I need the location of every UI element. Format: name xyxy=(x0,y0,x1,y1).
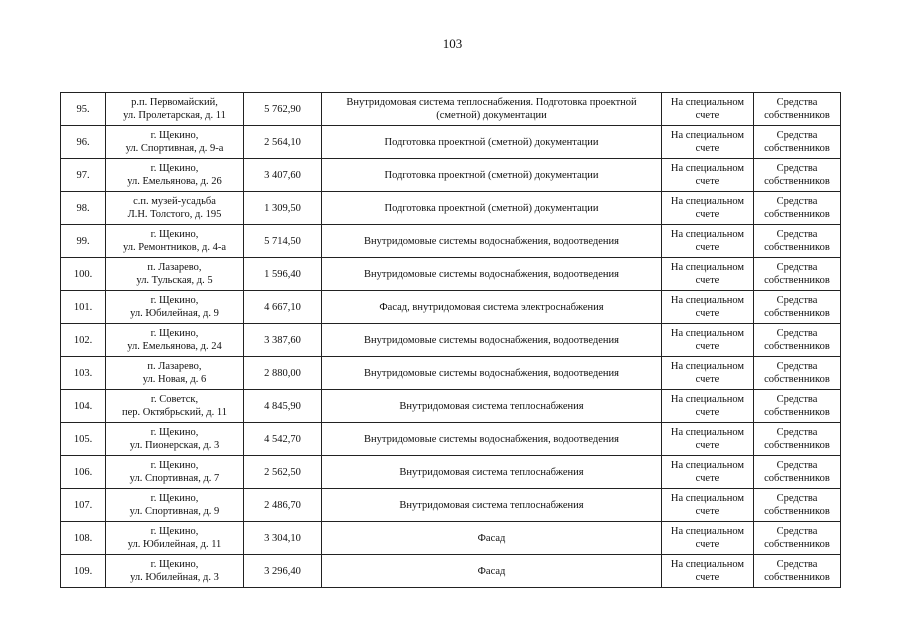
page-number: 103 xyxy=(442,36,463,51)
table-row xyxy=(61,456,841,489)
account-cell xyxy=(662,93,754,126)
work-type-cell xyxy=(322,126,662,159)
table-row xyxy=(61,489,841,522)
account-text: счете xyxy=(695,440,720,451)
address-cell xyxy=(106,423,244,456)
funding-source-text: Средства xyxy=(776,526,818,537)
work-type-cell xyxy=(322,225,662,258)
account-cell xyxy=(662,456,754,489)
account-text: На специальном xyxy=(670,295,745,306)
account-text: На специальном xyxy=(670,559,745,570)
funding-source-cell xyxy=(754,225,841,258)
row-number-text: 105. xyxy=(73,433,93,445)
address-text: г. Щекино, xyxy=(150,163,199,174)
area-cell xyxy=(244,522,322,555)
funding-source-cell xyxy=(754,258,841,291)
table-row xyxy=(61,522,841,555)
account-cell xyxy=(662,489,754,522)
address-text: г. Щекино, xyxy=(150,130,199,141)
table-row xyxy=(61,555,841,588)
account-cell xyxy=(662,423,754,456)
work-type-text: Внутридомовая система теплоснабжения xyxy=(399,400,584,412)
work-type-text: Внутридомовые системы водоснабжения, водоотведения xyxy=(364,334,619,346)
area-text: 2 562,50 xyxy=(264,466,301,478)
area-cell xyxy=(244,390,322,423)
account-text: На специальном xyxy=(670,97,745,108)
funding-source-cell xyxy=(754,357,841,390)
table-row xyxy=(61,225,841,258)
funding-source-text: собственников xyxy=(764,539,830,550)
account-text: счете xyxy=(695,341,720,352)
address-text: ул. Пионерская, д. 3 xyxy=(129,440,220,451)
area-cell xyxy=(244,225,322,258)
work-type-text: Внутридомовая система теплоснабжения xyxy=(399,466,584,478)
area-cell xyxy=(244,291,322,324)
area-text: 3 387,60 xyxy=(264,334,301,346)
address-text: ул. Емельянова, д. 26 xyxy=(127,176,222,187)
row-number-text: 102. xyxy=(73,334,93,346)
address-cell xyxy=(106,555,244,588)
work-type-cell xyxy=(322,489,662,522)
account-cell xyxy=(662,159,754,192)
funding-source-text: Средства xyxy=(776,229,818,240)
address-text: г. Щекино, xyxy=(150,295,199,306)
funding-source-cell xyxy=(754,390,841,423)
address-text: ул. Пролетарская, д. 11 xyxy=(123,110,226,121)
funding-source-cell xyxy=(754,192,841,225)
area-text: 3 304,10 xyxy=(264,532,301,544)
address-text: г. Щекино, xyxy=(150,427,199,438)
row-number-text: 100. xyxy=(73,268,93,280)
work-type-text: Внутридомовые системы водоснабжения, водоотведения xyxy=(364,235,619,247)
funding-source-text: собственников xyxy=(764,110,830,121)
address-text: ул. Спортивная, д. 7 xyxy=(129,473,220,484)
funding-source-text: собственников xyxy=(764,374,830,385)
area-cell xyxy=(244,489,322,522)
area-text: 3 296,40 xyxy=(264,565,301,577)
address-text: ул. Юбилейная, д. 9 xyxy=(130,308,219,319)
row-number-cell xyxy=(61,456,106,489)
row-number-text: 97. xyxy=(76,169,90,181)
table-row xyxy=(61,258,841,291)
work-type-text: Подготовка проектной (сметной) документации xyxy=(384,169,599,181)
work-type-cell xyxy=(322,192,662,225)
area-cell xyxy=(244,159,322,192)
table-row xyxy=(61,357,841,390)
address-text: г. Щекино, xyxy=(150,559,199,570)
funding-source-text: Средства xyxy=(776,460,818,471)
account-text: счете xyxy=(695,110,720,121)
work-type-cell xyxy=(322,555,662,588)
address-cell xyxy=(106,357,244,390)
table-row xyxy=(61,324,841,357)
address-text: ул. Новая, д. 6 xyxy=(142,374,207,385)
row-number-cell xyxy=(61,423,106,456)
row-number-cell xyxy=(61,291,106,324)
funding-source-text: Средства xyxy=(776,295,818,306)
address-cell xyxy=(106,522,244,555)
work-type-cell xyxy=(322,324,662,357)
area-cell xyxy=(244,357,322,390)
account-text: счете xyxy=(695,242,720,253)
funding-source-cell xyxy=(754,324,841,357)
funding-source-text: Средства xyxy=(776,328,818,339)
funding-source-cell xyxy=(754,93,841,126)
account-text: На специальном xyxy=(670,460,745,471)
account-text: На специальном xyxy=(670,229,745,240)
row-number-text: 108. xyxy=(73,532,93,544)
funding-source-cell xyxy=(754,489,841,522)
funding-source-text: собственников xyxy=(764,308,830,319)
row-number-text: 106. xyxy=(73,466,93,478)
row-number-text: 104. xyxy=(73,400,93,412)
table-row xyxy=(61,126,841,159)
row-number-text: 95. xyxy=(76,103,90,115)
address-cell xyxy=(106,258,244,291)
work-type-cell xyxy=(322,456,662,489)
area-text: 2 486,70 xyxy=(264,499,301,511)
address-text: ул. Ремонтников, д. 4-а xyxy=(122,242,226,253)
funding-source-cell xyxy=(754,423,841,456)
work-type-cell xyxy=(322,357,662,390)
area-cell xyxy=(244,456,322,489)
address-text: с.п. музей-усадьба xyxy=(133,196,216,207)
row-number-text: 107. xyxy=(73,499,93,511)
row-number-text: 109. xyxy=(73,565,93,577)
account-text: На специальном xyxy=(670,262,745,273)
funding-source-text: Средства xyxy=(776,493,818,504)
address-text: ул. Емельянова, д. 24 xyxy=(127,341,222,352)
work-type-text: Фасад, внутридомовая система электроснабжения xyxy=(379,301,604,313)
account-text: счете xyxy=(695,572,720,583)
work-type-text: Внутридомовая система теплоснабжения. Подготовка проектной (сметной) документации xyxy=(346,97,637,121)
funding-source-text: собственников xyxy=(764,242,830,253)
account-text: счете xyxy=(695,473,720,484)
work-type-text: Внутридомовые системы водоснабжения, водоотведения xyxy=(364,367,619,379)
row-number-cell xyxy=(61,522,106,555)
address-cell xyxy=(106,159,244,192)
row-number-cell xyxy=(61,93,106,126)
row-number-cell xyxy=(61,126,106,159)
funding-source-cell xyxy=(754,159,841,192)
work-type-cell xyxy=(322,159,662,192)
address-text: ул. Тульская, д. 5 xyxy=(136,275,213,286)
funding-source-cell xyxy=(754,522,841,555)
funding-source-cell xyxy=(754,555,841,588)
work-type-text: Фасад xyxy=(477,532,506,544)
address-cell xyxy=(106,390,244,423)
account-text: На специальном xyxy=(670,130,745,141)
account-cell xyxy=(662,258,754,291)
address-text: г. Щекино, xyxy=(150,526,199,537)
table-row xyxy=(61,93,841,126)
address-text: ул. Юбилейная, д. 3 xyxy=(130,572,219,583)
work-type-text: Подготовка проектной (сметной) документации xyxy=(384,136,599,148)
address-text: п. Лазарево, xyxy=(147,262,202,273)
account-text: счете xyxy=(695,539,720,550)
table-row xyxy=(61,291,841,324)
row-number-cell xyxy=(61,159,106,192)
area-text: 1 309,50 xyxy=(264,202,301,214)
address-cell xyxy=(106,225,244,258)
account-text: счете xyxy=(695,275,720,286)
account-text: На специальном xyxy=(670,526,745,537)
address-cell xyxy=(106,456,244,489)
address-cell xyxy=(106,324,244,357)
row-number-cell xyxy=(61,324,106,357)
funding-source-cell xyxy=(754,456,841,489)
funding-source-text: собственников xyxy=(764,473,830,484)
work-type-cell xyxy=(322,93,662,126)
work-type-cell xyxy=(322,390,662,423)
housing-repair-table xyxy=(60,92,841,588)
address-cell xyxy=(106,291,244,324)
address-text: ул. Спортивная, д. 9 xyxy=(129,506,220,517)
account-text: На специальном xyxy=(670,493,745,504)
row-number-cell xyxy=(61,192,106,225)
funding-source-text: собственников xyxy=(764,407,830,418)
funding-source-text: собственников xyxy=(764,440,830,451)
funding-source-text: Средства xyxy=(776,262,818,273)
address-text: г. Щекино, xyxy=(150,229,199,240)
funding-source-text: Средства xyxy=(776,427,818,438)
account-cell xyxy=(662,390,754,423)
account-cell xyxy=(662,357,754,390)
area-cell xyxy=(244,192,322,225)
address-text: ул. Спортивная, д. 9-а xyxy=(125,143,224,154)
area-text: 4 667,10 xyxy=(264,301,301,313)
address-cell xyxy=(106,126,244,159)
funding-source-cell xyxy=(754,291,841,324)
account-text: счете xyxy=(695,209,720,220)
area-text: 2 880,00 xyxy=(264,367,301,379)
row-number-cell xyxy=(61,357,106,390)
row-number-text: 101. xyxy=(73,301,93,313)
address-text: г. Щекино, xyxy=(150,493,199,504)
area-text: 2 564,10 xyxy=(264,136,301,148)
area-cell xyxy=(244,93,322,126)
address-cell xyxy=(106,192,244,225)
account-cell xyxy=(662,555,754,588)
row-number-cell xyxy=(61,555,106,588)
row-number-cell xyxy=(61,390,106,423)
address-text: ул. Юбилейная, д. 11 xyxy=(127,539,222,550)
address-text: г. Щекино, xyxy=(150,460,199,471)
account-text: счете xyxy=(695,308,720,319)
row-number-cell xyxy=(61,258,106,291)
funding-source-text: собственников xyxy=(764,209,830,220)
area-cell xyxy=(244,555,322,588)
funding-source-text: собственников xyxy=(764,506,830,517)
work-type-cell xyxy=(322,423,662,456)
row-number-cell xyxy=(61,225,106,258)
funding-source-text: собственников xyxy=(764,275,830,286)
area-text: 5 714,50 xyxy=(264,235,301,247)
funding-source-text: собственников xyxy=(764,572,830,583)
area-text: 3 407,60 xyxy=(264,169,301,181)
work-type-text: Внутридомовые системы водоснабжения, водоотведения xyxy=(364,433,619,445)
work-type-cell xyxy=(322,522,662,555)
account-text: На специальном xyxy=(670,328,745,339)
area-cell xyxy=(244,423,322,456)
account-text: счете xyxy=(695,407,720,418)
account-cell xyxy=(662,522,754,555)
address-text: Л.Н. Толстого, д. 195 xyxy=(127,209,222,220)
address-text: п. Лазарево, xyxy=(147,361,202,372)
area-text: 4 542,70 xyxy=(264,433,301,445)
area-cell xyxy=(244,126,322,159)
account-text: На специальном xyxy=(670,196,745,207)
funding-source-text: Средства xyxy=(776,97,818,108)
work-type-text: Фасад xyxy=(477,565,506,577)
work-type-cell xyxy=(322,258,662,291)
account-cell xyxy=(662,225,754,258)
address-cell xyxy=(106,93,244,126)
table-row xyxy=(61,390,841,423)
row-number-text: 98. xyxy=(76,202,90,214)
account-text: На специальном xyxy=(670,427,745,438)
table-body xyxy=(61,93,841,588)
funding-source-text: собственников xyxy=(764,143,830,154)
area-text: 1 596,40 xyxy=(264,268,301,280)
table-row xyxy=(61,423,841,456)
funding-source-text: собственников xyxy=(764,341,830,352)
work-type-text: Внутридомовые системы водоснабжения, водоотведения xyxy=(364,268,619,280)
account-text: счете xyxy=(695,143,720,154)
account-text: счете xyxy=(695,506,720,517)
account-text: На специальном xyxy=(670,361,745,372)
account-cell xyxy=(662,291,754,324)
row-number-text: 103. xyxy=(73,367,93,379)
funding-source-text: Средства xyxy=(776,163,818,174)
funding-source-text: собственников xyxy=(764,176,830,187)
account-text: На специальном xyxy=(670,163,745,174)
account-text: На специальном xyxy=(670,394,745,405)
funding-source-cell xyxy=(754,126,841,159)
area-text: 5 762,90 xyxy=(264,103,301,115)
address-text: р.п. Первомайский, xyxy=(131,97,218,108)
area-cell xyxy=(244,258,322,291)
funding-source-text: Средства xyxy=(776,559,818,570)
row-number-cell xyxy=(61,489,106,522)
area-cell xyxy=(244,324,322,357)
row-number-text: 96. xyxy=(76,136,90,148)
row-number-text: 99. xyxy=(76,235,90,247)
address-text: г. Щекино, xyxy=(150,328,199,339)
table-row xyxy=(61,192,841,225)
work-type-text: Подготовка проектной (сметной) документации xyxy=(384,202,599,214)
funding-source-text: Средства xyxy=(776,361,818,372)
address-cell xyxy=(106,489,244,522)
table-row xyxy=(61,159,841,192)
account-cell xyxy=(662,324,754,357)
account-cell xyxy=(662,126,754,159)
funding-source-text: Средства xyxy=(776,130,818,141)
work-type-text: Внутридомовая система теплоснабжения xyxy=(399,499,584,511)
account-cell xyxy=(662,192,754,225)
work-type-cell xyxy=(322,291,662,324)
area-text: 4 845,90 xyxy=(264,400,301,412)
address-text: пер. Октябрьский, д. 11 xyxy=(122,407,227,418)
funding-source-text: Средства xyxy=(776,394,818,405)
address-text: г. Советск, xyxy=(150,394,199,405)
account-text: счете xyxy=(695,176,720,187)
account-text: счете xyxy=(695,374,720,385)
funding-source-text: Средства xyxy=(776,196,818,207)
